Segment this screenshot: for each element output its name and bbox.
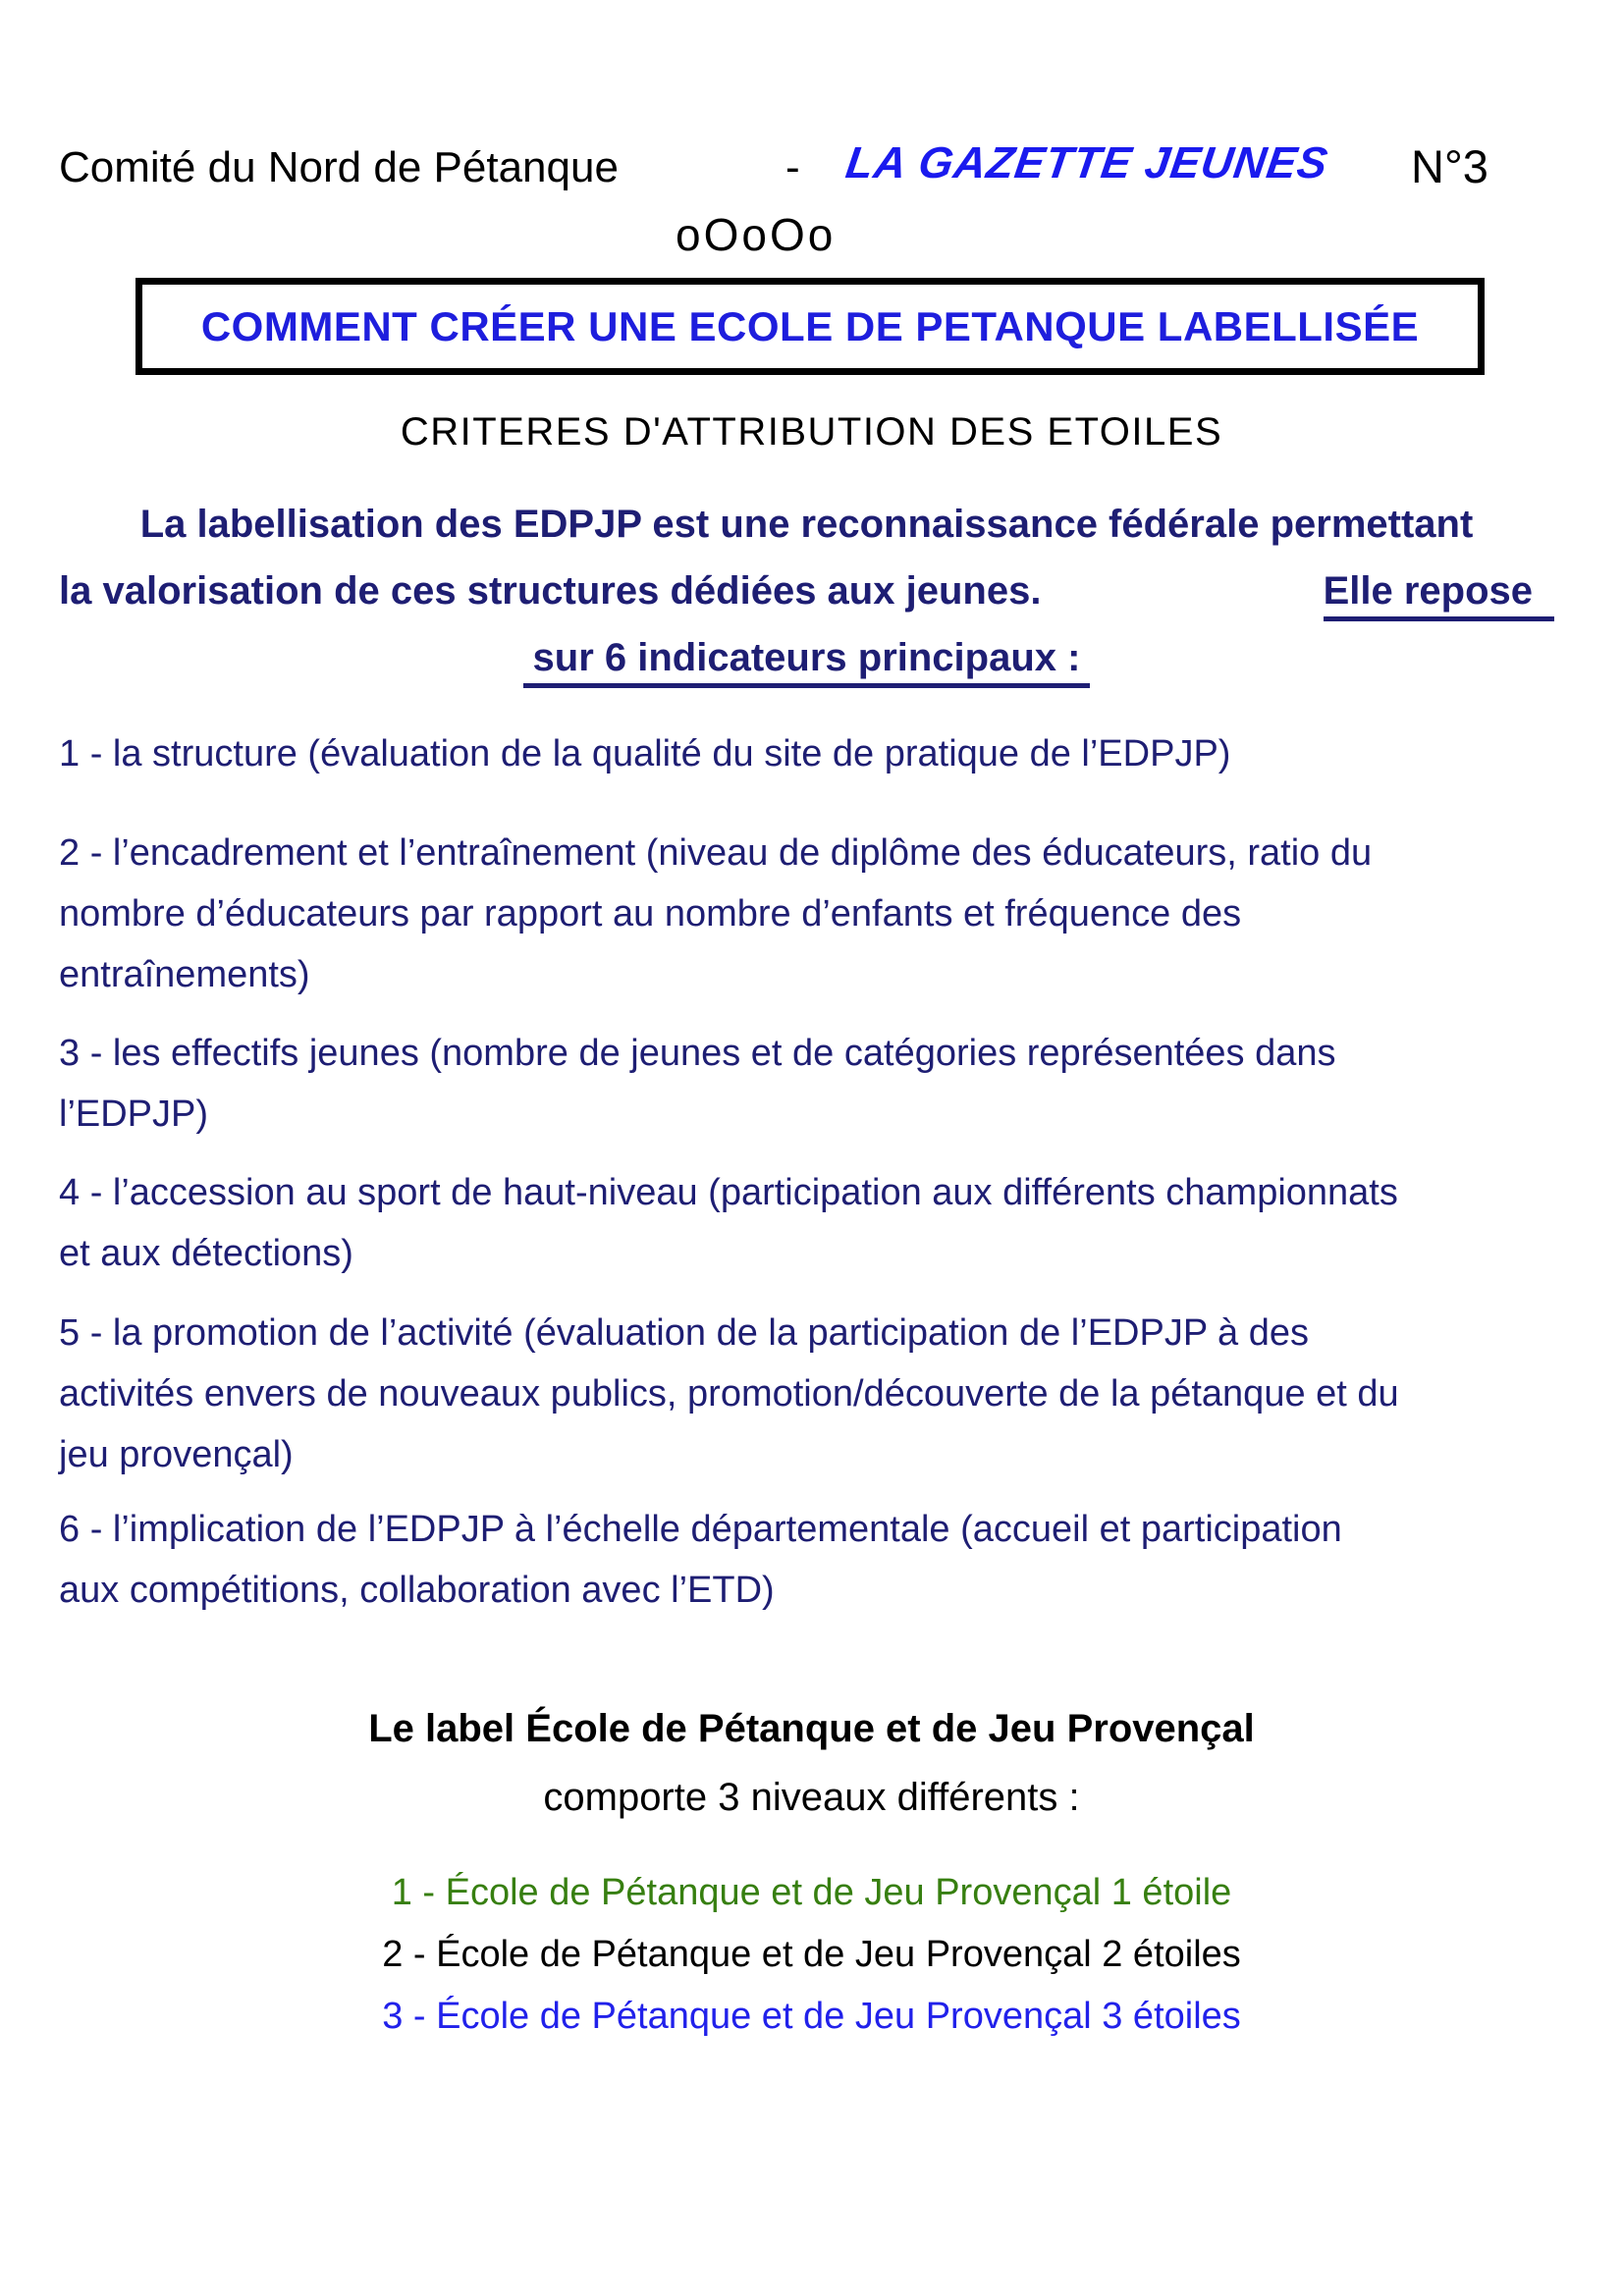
criterion-line: 5 - la promotion de l’activité (évaluation de la participation de l’EDPJP à des <box>59 1312 1309 1354</box>
criteria-subtitle: CRITERES D'ATTRIBUTION DES ETOILES <box>400 410 1223 454</box>
criterion-line: 4 - l’accession au sport de haut-niveau (participation aux différents championnats <box>59 1172 1398 1213</box>
intro-line2-underlined: Elle repose <box>1324 569 1554 621</box>
criterion-item <box>59 723 1568 784</box>
criterion-line: 2 - l’encadrement et l’entraînement (niveau de diplôme des éducateurs, ratio du <box>59 832 1373 874</box>
label-level: 2 - École de Pétanque et de Jeu Provençal 2 étoiles <box>382 1934 1241 1975</box>
criterion-line: 1 - la structure (évaluation de la qualité du site de pratique de l’EDPJP) <box>59 733 1231 774</box>
title-banner <box>135 278 1485 375</box>
banner-title: COMMENT CRÉER UNE ECOLE DE PETANQUE LABELLISÉE <box>200 302 1420 349</box>
criterion-line: l’EDPJP) <box>59 1094 209 1135</box>
label-levels <box>0 1862 1623 2048</box>
gazette-title: LA GAZETTE JEUNES <box>842 137 1332 187</box>
criterion-item <box>59 1023 1568 1145</box>
label-level: 1 - École de Pétanque et de Jeu Provençal 1 étoile <box>391 1872 1232 1913</box>
label-level: 3 - École de Pétanque et de Jeu Provençal 3 étoiles <box>382 1996 1241 2037</box>
intro-line3-underlined: sur 6 indicateurs principaux : <box>523 636 1091 688</box>
criterion-line: entraînements) <box>59 954 310 995</box>
criterion-item <box>59 1162 1568 1284</box>
criterion-item <box>59 1499 1568 1621</box>
header-separator: - <box>785 143 800 191</box>
criterion-line: 3 - les effectifs jeunes (nombre de jeunes et de catégories représentées dans <box>59 1033 1336 1074</box>
criterion-item <box>59 1303 1568 1485</box>
label-heading: Le label École de Pétanque et de Jeu Provençal <box>368 1707 1255 1750</box>
label-subheading: comporte 3 niveaux différents : <box>543 1776 1080 1819</box>
criterion-line: et aux détections) <box>59 1233 353 1274</box>
criterion-line: activités envers de nouveaux publics, promotion/découverte de la pétanque et du <box>59 1373 1399 1415</box>
criterion-line: 6 - l’implication de l’EDPJP à l’échelle départementale (accueil et participation <box>59 1509 1342 1550</box>
criterion-line: jeu provençal) <box>59 1434 294 1475</box>
intro-line1: La labellisation des EDPJP est une reconnaissance fédérale permettant <box>139 503 1474 546</box>
committee-title: Comité du Nord de Pétanque <box>59 143 619 191</box>
ornament-separator: oOoOo <box>676 209 837 260</box>
intro-line3 <box>59 636 1554 688</box>
intro-line2-left: la valorisation de ces structures dédiées aux jeunes. <box>59 569 1042 613</box>
intro-line2 <box>59 569 1554 621</box>
issue-number: N°3 <box>1411 140 1488 192</box>
criterion-line: aux compétitions, collaboration avec l’ETD) <box>59 1570 775 1611</box>
criterion-line: nombre d’éducateurs par rapport au nombre d’enfants et fréquence des <box>59 893 1242 934</box>
criterion-item <box>59 823 1568 1005</box>
